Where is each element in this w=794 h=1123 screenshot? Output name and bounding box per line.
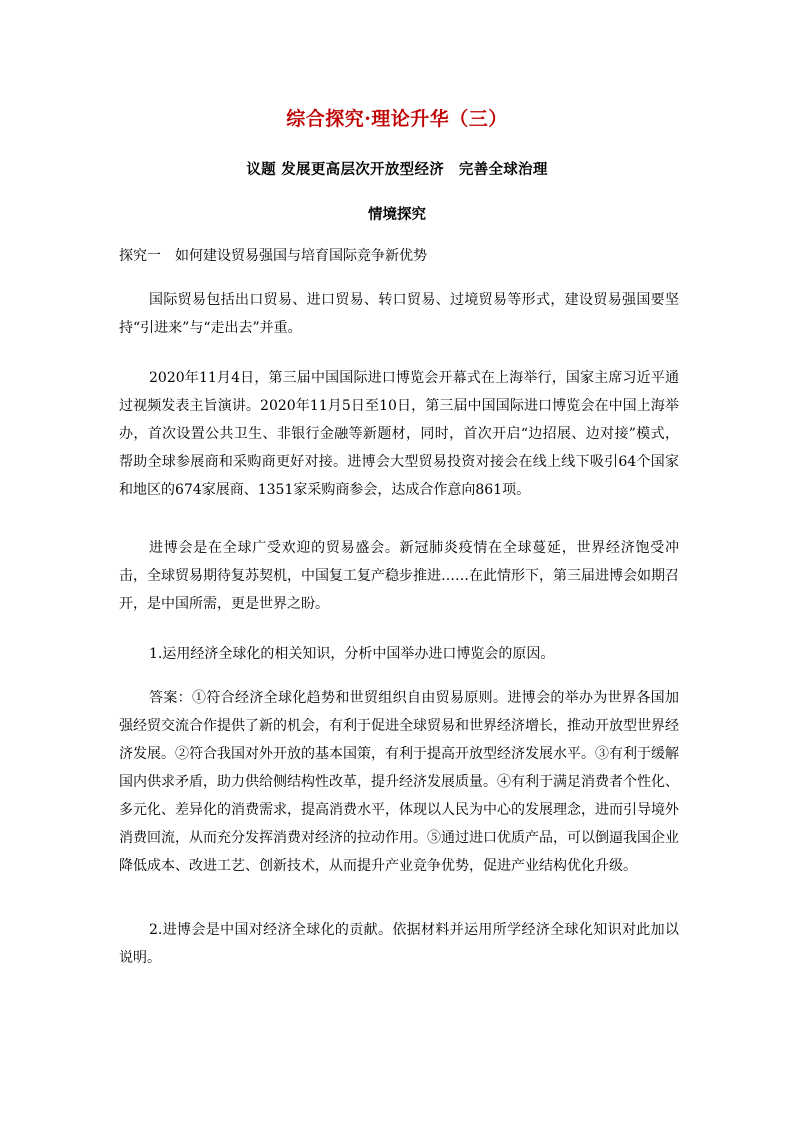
topic-heading: 议题 发展更高层次开放型经济 完善全球治理 <box>246 161 548 178</box>
paragraph-trade-forms: 国际贸易包括出口贸易、进口贸易、转口贸易、过境贸易等形式，建设贸易强国要坚持“引进来”与“走出去”并重。 <box>119 292 679 336</box>
paragraph-expo-event: 2020年11月4日，第三届中国国际进口博览会开幕式在上海举行，国家主席习近平通过视频发表主旨演讲。2020年11月5日至10日，第三届中国国际进口博览会在中国上海举办，首次设置公共卫生、非银行金融等新题材，同时，首次开启“边招展、边对接”模式，帮助全球参展商和采购商更好对接。进博会大型贸易投资对接会在线上线下吸引64个国家和地区的674家展商、1351家采购商参会，达成合作意向861项。 <box>119 370 679 498</box>
answer-1: 答案：①符合经济全球化趋势和世贸组织自由贸易原则。进博会的举办为世界各国加强经贸交流合作提供了新的机会，有利于促进全球贸易和世界经济增长，推动开放型世界经济发展。②符合我国对外开放的基本国策，有利于提高开放型经济发展水平。③有利于缓解国内供求矛盾，助力供给侧结构性改革，提升经济发展质量。④有利于满足消费者个性化、多元化、差异化的消费需求，提高消费水平，体现以人民为中心的发展理念，进而引导境外消费回流，从而充分发挥消费对经济的拉动作用。⑤通过进口优质产品，可以倒逼我国企业降低成本、改进工艺、创新技术，从而提升产业竞争优势，促进产业结构优化升级。 <box>119 690 679 874</box>
paragraph-expo-significance: 进博会是在全球广受欢迎的贸易盛会。新冠肺炎疫情在全球蔓延，世界经济饱受冲击，全球贸易期待复苏契机，中国复工复产稳步推进……在此情形下，第三届进博会如期召开，是中国所需，更是世界之盼。 <box>119 540 679 612</box>
inquiry-heading: 探究一 如何建设贸易强国与培育国际竞争新优势 <box>119 248 427 264</box>
question-1: 1.运用经济全球化的相关知识，分析中国举办进口博览会的原因。 <box>149 646 555 662</box>
document-title: 综合探究·理论升华（三） <box>286 108 508 130</box>
section-heading: 情境探究 <box>368 206 426 223</box>
question-2: 2.进博会是中国对经济全球化的贡献。依据材料并运用所学经济全球化知识对此加以说明。 <box>119 922 679 966</box>
